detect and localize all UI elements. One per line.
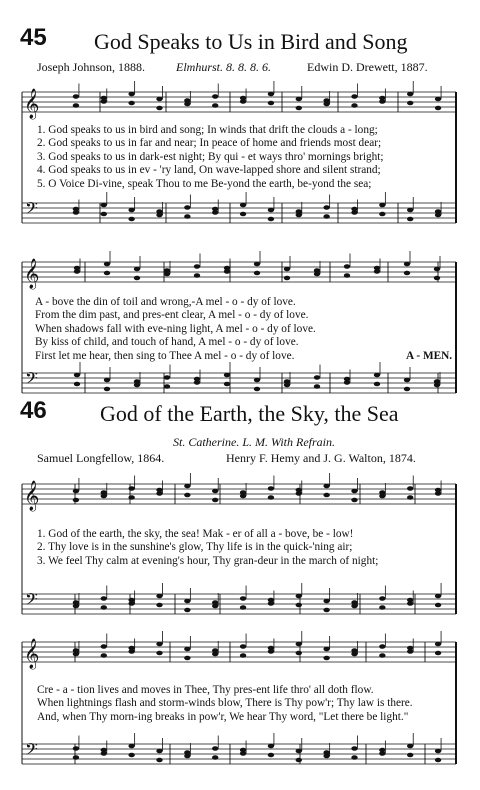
note-head [435, 603, 441, 608]
bass-clef-icon: 𝄢 [25, 368, 38, 392]
note-head [268, 753, 274, 758]
note-head [296, 488, 302, 493]
note-head [101, 212, 107, 217]
note-head [73, 103, 79, 108]
lyric-line: And, when Thy morn-ing breaks in pow'r, We hear Thy word, "Let there be light." [37, 710, 409, 723]
note-head [254, 271, 260, 276]
note-head [407, 101, 413, 106]
note-head [101, 605, 107, 610]
note-head [351, 755, 357, 760]
lyric-line: 2. Thy love is in the sunshine's glow, Thy life is in the quick-'ning air; [37, 541, 353, 554]
note-head [435, 488, 441, 493]
note-head [296, 651, 302, 656]
note-head [296, 758, 302, 763]
note-head [240, 653, 246, 658]
note-head [296, 603, 302, 608]
note-head [435, 97, 441, 102]
hymn-author: Samuel Longfellow, 1864. [37, 451, 165, 465]
note-head [164, 375, 170, 380]
note-head [156, 97, 162, 102]
note-head [128, 744, 134, 749]
note-head [374, 266, 380, 271]
note-head [314, 375, 320, 380]
note-head [156, 642, 162, 647]
note-head [212, 746, 218, 751]
note-head [404, 271, 410, 276]
note-head [374, 382, 380, 387]
note-head [184, 599, 190, 604]
note-head [435, 106, 441, 111]
hymn-title: God Speaks to Us in Bird and Song [94, 29, 408, 54]
note-head [104, 271, 110, 276]
amen-label: A - MEN. [406, 349, 453, 362]
hymn-composer: Henry F. Hemy and J. G. Walton, 1874. [226, 451, 416, 465]
bass-clef-icon: 𝄢 [25, 739, 38, 763]
note-head [74, 266, 80, 271]
note-head [101, 644, 107, 649]
note-head [164, 384, 170, 389]
tune-name: St. Catherine. L. M. With Refrain. [173, 435, 335, 449]
lyric-line: 3. We feel Thy calm at evening's hour, Thy gran-deur in the march of night; [37, 554, 379, 567]
note-head [134, 267, 140, 272]
lyric-line: When shadows fall with eve-ning light, A mel - o - dy of love. [35, 322, 316, 335]
note-head [379, 596, 385, 601]
note-head [379, 203, 385, 208]
note-head [156, 488, 162, 493]
note-head [407, 217, 413, 222]
treble-clef-icon: 𝄞 [24, 259, 40, 289]
verse-block-a [37, 528, 378, 568]
note-head [156, 749, 162, 754]
note-head [323, 647, 329, 652]
note-head [184, 750, 190, 755]
note-head [212, 648, 218, 653]
note-head [156, 603, 162, 608]
note-head [156, 594, 162, 599]
note-head [434, 267, 440, 272]
note-head [254, 387, 260, 392]
note-head [407, 92, 413, 97]
note-head [73, 755, 79, 760]
note-head [184, 214, 190, 219]
note-head [224, 382, 230, 387]
note-head [323, 599, 329, 604]
note-head [268, 486, 274, 491]
note-head [156, 209, 162, 214]
note-head [323, 493, 329, 498]
note-head [296, 594, 302, 599]
lyric-line: 2. God speaks to us in far and near; In peace of home and friends most dear; [37, 137, 382, 150]
note-head [240, 748, 246, 753]
note-head [156, 758, 162, 763]
note-head [284, 267, 290, 272]
lyric-line: First let me hear, then sing to Thee A mel - o - dy of love. [35, 349, 295, 362]
note-head [128, 753, 134, 758]
note-head [351, 94, 357, 99]
note-head [194, 264, 200, 269]
note-head [101, 203, 107, 208]
note-head [212, 489, 218, 494]
note-head [296, 106, 302, 111]
note-head [323, 484, 329, 489]
note-head [296, 209, 302, 214]
note-head [240, 644, 246, 649]
note-head [128, 598, 134, 603]
note-head [284, 379, 290, 384]
note-head [323, 750, 329, 755]
note-head [351, 648, 357, 653]
note-head [407, 495, 413, 500]
note-head [268, 744, 274, 749]
bass-clef-icon: 𝄢 [25, 198, 38, 222]
note-head [156, 651, 162, 656]
note-head [323, 205, 329, 210]
note-head [104, 262, 110, 267]
note-head [296, 97, 302, 102]
lyric-line: 1. God of the earth, the sky, the sea! Mak - er of all a - bove, be - low! [37, 528, 354, 540]
note-head [134, 379, 140, 384]
note-head [344, 377, 350, 382]
note-head [240, 96, 246, 101]
note-head [435, 651, 441, 656]
hymn-composer: Edwin D. Drewett, 1887. [307, 60, 428, 74]
note-head [184, 205, 190, 210]
note-head [379, 490, 385, 495]
note-head [407, 753, 413, 758]
note-head [101, 490, 107, 495]
note-head [212, 207, 218, 212]
treble-clef-icon: 𝄞 [24, 89, 40, 119]
note-head [224, 373, 230, 378]
note-head [194, 273, 200, 278]
note-head [404, 262, 410, 267]
note-head [212, 94, 218, 99]
note-head [184, 608, 190, 613]
note-head [435, 749, 441, 754]
note-head [240, 596, 246, 601]
note-head [434, 276, 440, 281]
note-head [379, 653, 385, 658]
note-head [164, 268, 170, 273]
note-head [74, 373, 80, 378]
note-head [156, 106, 162, 111]
note-head [268, 92, 274, 97]
treble-clef-icon: 𝄞 [24, 481, 40, 511]
note-head [212, 498, 218, 503]
note-head [379, 644, 385, 649]
lyric-line: 5. O Voice Di-vine, speak Thou to me Be-yond the earth, be-yond the sea; [37, 177, 372, 190]
lyric-line: 4. God speaks to us in ev - 'ry land, On wave-lapped shore and silent strand; [37, 164, 381, 177]
hymn-author: Joseph Johnson, 1888. [37, 60, 146, 74]
note-head [296, 642, 302, 647]
note-head [435, 594, 441, 599]
note-head [351, 207, 357, 212]
hymn-number: 45 [20, 24, 47, 51]
note-head [212, 103, 218, 108]
note-head [240, 605, 246, 610]
lyric-line: 3. God speaks to us in dark-est night; By qui - et ways thro' mornings bright; [37, 150, 384, 163]
note-head [73, 207, 79, 212]
note-head [240, 212, 246, 217]
note-head [128, 92, 134, 97]
note-head [128, 646, 134, 651]
note-head [73, 498, 79, 503]
note-head [404, 387, 410, 392]
note-head [134, 276, 140, 281]
note-head [268, 598, 274, 603]
tune-name: Elmhurst. 8. 8. 8. 6. [176, 60, 272, 74]
note-head [314, 268, 320, 273]
note-head [268, 646, 274, 651]
note-head [184, 493, 190, 498]
note-head [323, 98, 329, 103]
note-head [101, 748, 107, 753]
note-head [379, 96, 385, 101]
note-head [73, 94, 79, 99]
note-head [407, 646, 413, 651]
note-head [73, 648, 79, 653]
note-head [212, 600, 218, 605]
note-head [101, 653, 107, 658]
note-head [128, 101, 134, 106]
verse-block-b [35, 296, 316, 363]
hymn-number: 46 [20, 397, 47, 424]
note-head [314, 384, 320, 389]
lyric-line: A - bove the din of toil and wrong,-A mel - o - dy of love. [35, 296, 296, 308]
note-head [407, 208, 413, 213]
note-head [268, 217, 274, 222]
note-head [128, 495, 134, 500]
lyric-line: 1. God speaks to us in bird and song; In winds that drift the clouds a - long; [37, 124, 378, 136]
note-head [240, 203, 246, 208]
note-head [73, 746, 79, 751]
note-head [344, 273, 350, 278]
note-head [128, 217, 134, 222]
lyric-line: By kiss of child, and touch of hand, A mel - o - dy of love. [35, 336, 299, 349]
note-head [184, 647, 190, 652]
note-head [268, 101, 274, 106]
note-head [407, 598, 413, 603]
note-head [379, 605, 385, 610]
lyric-line: From the dim past, and pres-ent clear, A mel - o - dy of love. [35, 309, 309, 322]
note-head [435, 642, 441, 647]
note-head [374, 373, 380, 378]
note-head [73, 600, 79, 605]
note-head [323, 608, 329, 613]
note-head [254, 378, 260, 383]
note-head [407, 486, 413, 491]
note-head [351, 498, 357, 503]
note-head [351, 103, 357, 108]
note-head [254, 262, 260, 267]
treble-clef-icon: 𝄞 [24, 639, 40, 669]
bass-clef-icon: 𝄢 [25, 589, 38, 613]
note-head [212, 755, 218, 760]
verse-block-b [37, 684, 413, 724]
note-head [351, 489, 357, 494]
note-head [184, 98, 190, 103]
note-head [407, 744, 413, 749]
note-head [268, 208, 274, 213]
note-head [323, 214, 329, 219]
note-head [184, 656, 190, 661]
note-head [224, 266, 230, 271]
note-head [74, 382, 80, 387]
verse-block-a [37, 124, 384, 191]
note-head [344, 264, 350, 269]
lyric-line: When lightnings flash and storm-winds blow, There is Thy pow'r; Thy law is there. [37, 697, 413, 710]
note-head [184, 484, 190, 489]
note-head [104, 378, 110, 383]
note-head [240, 490, 246, 495]
note-head [435, 758, 441, 763]
note-head [128, 208, 134, 213]
note-head [128, 486, 134, 491]
note-head [73, 489, 79, 494]
note-head [101, 96, 107, 101]
note-head [284, 276, 290, 281]
note-head [104, 387, 110, 392]
note-head [404, 378, 410, 383]
note-head [296, 749, 302, 754]
note-head [194, 377, 200, 382]
note-head [268, 495, 274, 500]
note-head [101, 596, 107, 601]
note-head [351, 746, 357, 751]
lyric-line: Cre - a - tion lives and moves in Thee, Thy pres-ent life thro' all doth flow. [37, 684, 374, 696]
hymn-title: God of the Earth, the Sky, the Sea [100, 401, 399, 426]
note-head [379, 212, 385, 217]
note-head [379, 748, 385, 753]
note-head [435, 209, 441, 214]
note-head [351, 600, 357, 605]
note-head [323, 656, 329, 661]
note-head [434, 379, 440, 384]
